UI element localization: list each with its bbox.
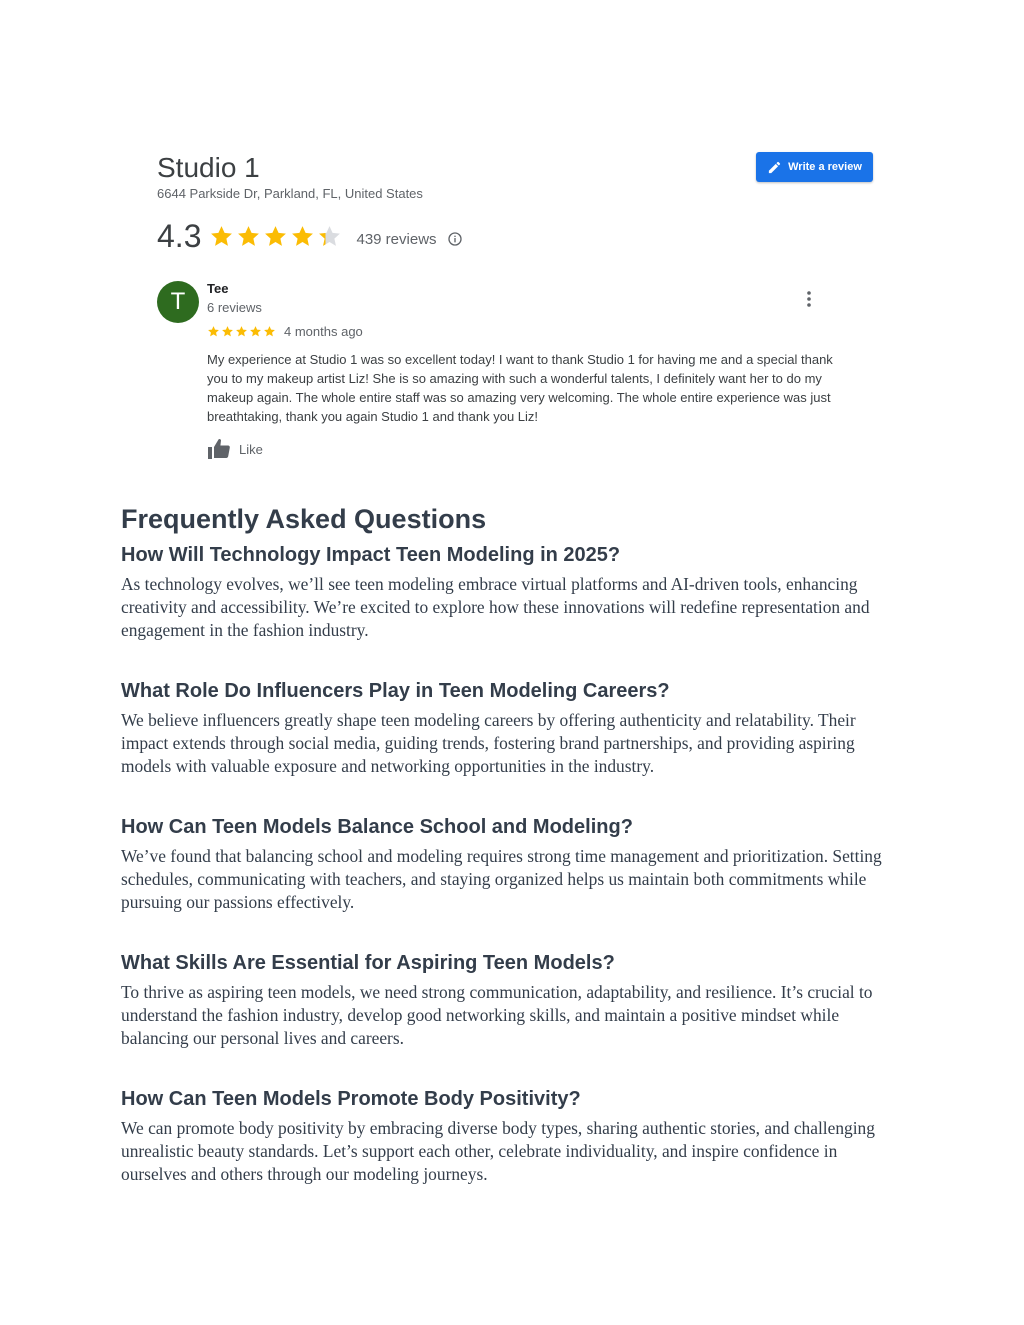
review-text: My experience at Studio 1 was so excellent today! I want to thank Studio 1 for having me and a special thank you to my makeup artist Liz! She is so amazing with such a wonderful talents, I definitely want her to do my makeup again. The whole entire staff was so amazing very welcoming. The whole entire experience was just breathtaking, thank you again Studio 1 and thank you Liz! <box>207 352 833 424</box>
star-icon <box>249 325 262 338</box>
thumbs-up-icon <box>207 438 231 460</box>
star-icon <box>221 325 234 338</box>
faq-question: How Can Teen Models Balance School and Modeling? <box>121 816 633 838</box>
faq-answer: We’ve found that balancing school and modeling requires strong time management and prioritization. Setting schedules, communicating with teachers, and staying organized helps us maintain both commitments while pursuing our passions effectively. <box>121 846 882 912</box>
review-widget-screenshot <box>157 150 877 470</box>
review-time: 4 months ago <box>284 324 363 339</box>
star-icon <box>317 224 342 249</box>
like-label: Like <box>239 441 263 457</box>
faq-question: What Role Do Influencers Play in Teen Modeling Careers? <box>121 680 670 702</box>
review-rating <box>207 324 363 339</box>
star-icon <box>263 224 288 249</box>
like-button[interactable] <box>207 438 263 460</box>
more-vert-icon[interactable] <box>801 290 817 308</box>
business-address: 6644 Parkside Dr, Parkland, FL, United States <box>157 186 423 201</box>
rating-value: 4.3 <box>157 217 202 254</box>
pencil-icon <box>767 160 782 175</box>
faq-answer: We can promote body positivity by embracing diverse body types, sharing authentic stories, and challenging unrealistic beauty standards. Let’s support each other, celebrate individuality, and inspire confidence in ourselves and others through our modeling journeys. <box>121 1118 875 1184</box>
star-icon <box>207 325 220 338</box>
write-review-button[interactable] <box>756 152 873 182</box>
star-icon <box>236 224 261 249</box>
faq-title: Frequently Asked Questions <box>121 504 487 534</box>
faq-question: How Will Technology Impact Teen Modeling in 2025? <box>121 544 621 566</box>
review-count[interactable]: 439 reviews <box>356 230 437 248</box>
faq-answer: We believe influencers greatly shape teen modeling careers by offering authenticity and relatability. Their impact extends through social media, guiding trends, fostering brand partnerships, and providing aspiring models with valuable exposure and networking opportunities in the industry. <box>121 710 856 776</box>
write-review-label: Write a review <box>788 161 862 173</box>
info-icon[interactable] <box>447 231 463 247</box>
star-icon <box>209 224 234 249</box>
business-name: Studio 1 <box>157 152 260 183</box>
star-icon <box>290 224 315 249</box>
faq-section <box>121 502 901 1222</box>
reviewer-name[interactable]: Tee <box>207 281 229 296</box>
star-icon <box>235 325 248 338</box>
faq-question: How Can Teen Models Promote Body Positivity? <box>121 1088 581 1110</box>
star-icon <box>263 325 276 338</box>
faq-question: What Skills Are Essential for Aspiring Teen Models? <box>121 952 615 974</box>
review-stars <box>207 325 276 338</box>
reviewer-review-count: 6 reviews <box>207 300 262 315</box>
faq-answer: As technology evolves, we’ll see teen modeling embrace virtual platforms and AI-driven tools, enhancing creativity and accessibility. We’re excited to explore how these innovations will redefine representation and engagement in the fashion industry. <box>121 574 870 640</box>
rating-stars <box>209 224 342 249</box>
rating-summary <box>157 216 463 256</box>
faq-answer: To thrive as aspiring teen models, we need strong communication, adaptability, and resilience. It’s crucial to understand the fashion industry, develop good networking skills, and maintain a positive mindset while balancing our personal lives and careers. <box>121 982 873 1048</box>
avatar: T <box>157 281 199 323</box>
